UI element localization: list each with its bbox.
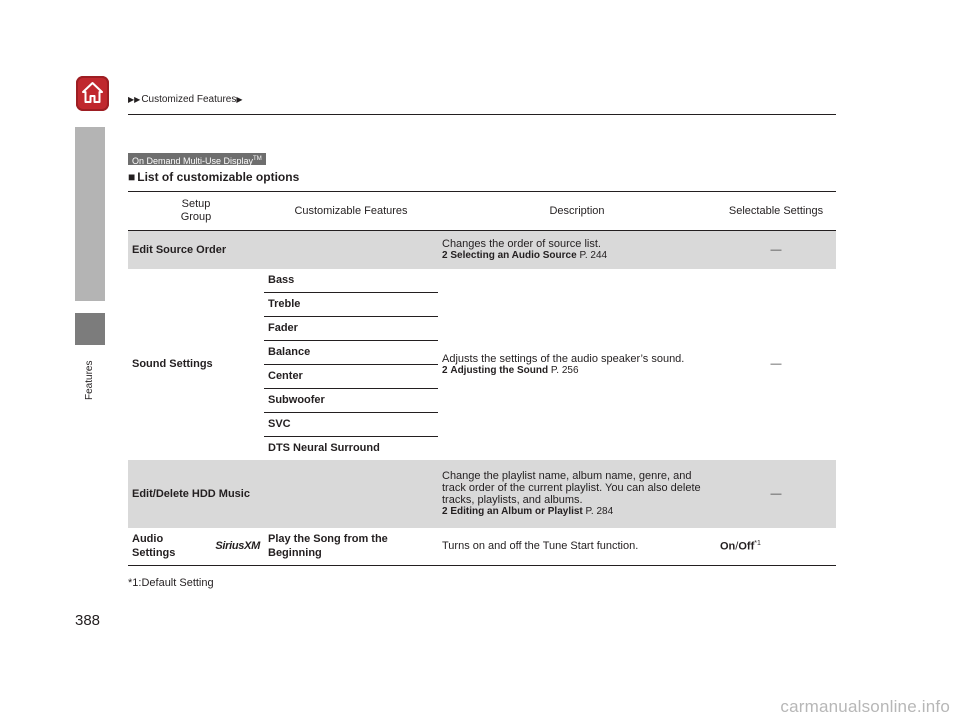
header-setup-group: Setup Group [128, 192, 264, 231]
header-customizable-features: Customizable Features [264, 192, 438, 231]
feature-cell: Bass [264, 269, 438, 293]
footnote: *1:Default Setting [128, 577, 214, 589]
group-cell: Audio Settings SiriusXM [132, 533, 260, 560]
triangle-right-icon: ▶ [236, 95, 243, 104]
description-cell: Turns on and off the Tune Start function. [442, 540, 639, 553]
breadcrumb[interactable] [128, 94, 244, 105]
feature-cell: DTS Neural Surround [268, 442, 380, 454]
customizable-options-table [128, 191, 836, 566]
cross-reference[interactable]: 2 Selecting an Audio Source P. 244 [442, 250, 608, 262]
section-title: ■ List of customizable options [128, 170, 300, 184]
table-row [128, 460, 836, 528]
page-number: 388 [75, 612, 101, 629]
header-rule [128, 114, 836, 115]
table-row [128, 269, 836, 293]
feature-cell: Center [264, 364, 438, 388]
group-cell: Sound Settings [132, 358, 213, 370]
feature-cell: SVC [264, 412, 438, 436]
description-cell: Change the playlist name, album name, genre, and track order of the current playlist. You can also delete tracks, playlists, and albums. 2 Editing an Album or Playlist P. 284 [438, 460, 716, 528]
watermark: carmanualsonline.info [780, 697, 950, 716]
table-row [128, 528, 836, 566]
cross-reference[interactable]: 2 Editing an Album or Playlist P. 284 [442, 506, 614, 517]
setting-cell: On/Off$^{*1}$ [720, 539, 761, 553]
triangle-right-icon: ▶▶ [128, 95, 141, 104]
setting-cell: — [770, 358, 782, 370]
breadcrumb-label: Customized Features [141, 94, 237, 105]
feature-cell: Balance [264, 340, 438, 364]
home-button[interactable] [76, 76, 109, 111]
header-selectable-settings: Selectable Settings [716, 192, 836, 231]
group-cell: Edit Source Order [128, 231, 438, 269]
section-tag: On Demand Multi-Use Display™ [128, 153, 266, 165]
sidebar-tab-block [75, 127, 105, 301]
setting-cell: — [716, 231, 836, 269]
feature-cell: Subwoofer [264, 388, 438, 412]
description-cell: Changes the order of source list. 2 Selecting an Audio Source P. 244 [438, 231, 716, 269]
setting-cell: — [716, 460, 836, 528]
home-icon [81, 81, 104, 105]
header-description: Description [438, 192, 716, 231]
group-cell: Edit/Delete HDD Music [128, 460, 438, 528]
feature-cell: Treble [264, 292, 438, 316]
siriusxm-logo: SiriusXM [215, 540, 260, 553]
square-bullet-icon: ■ [128, 170, 136, 184]
sidebar-section-label: Features [84, 360, 95, 400]
feature-cell: Fader [264, 316, 438, 340]
description-cell: Adjusts the settings of the audio speaker’s sound. 2 Adjusting the Sound P. 256 [438, 269, 716, 460]
table-row [128, 231, 836, 269]
cross-reference[interactable]: 2 Adjusting the Sound P. 256 [442, 364, 579, 376]
feature-cell: Play the Song from the Beginning [268, 533, 388, 560]
